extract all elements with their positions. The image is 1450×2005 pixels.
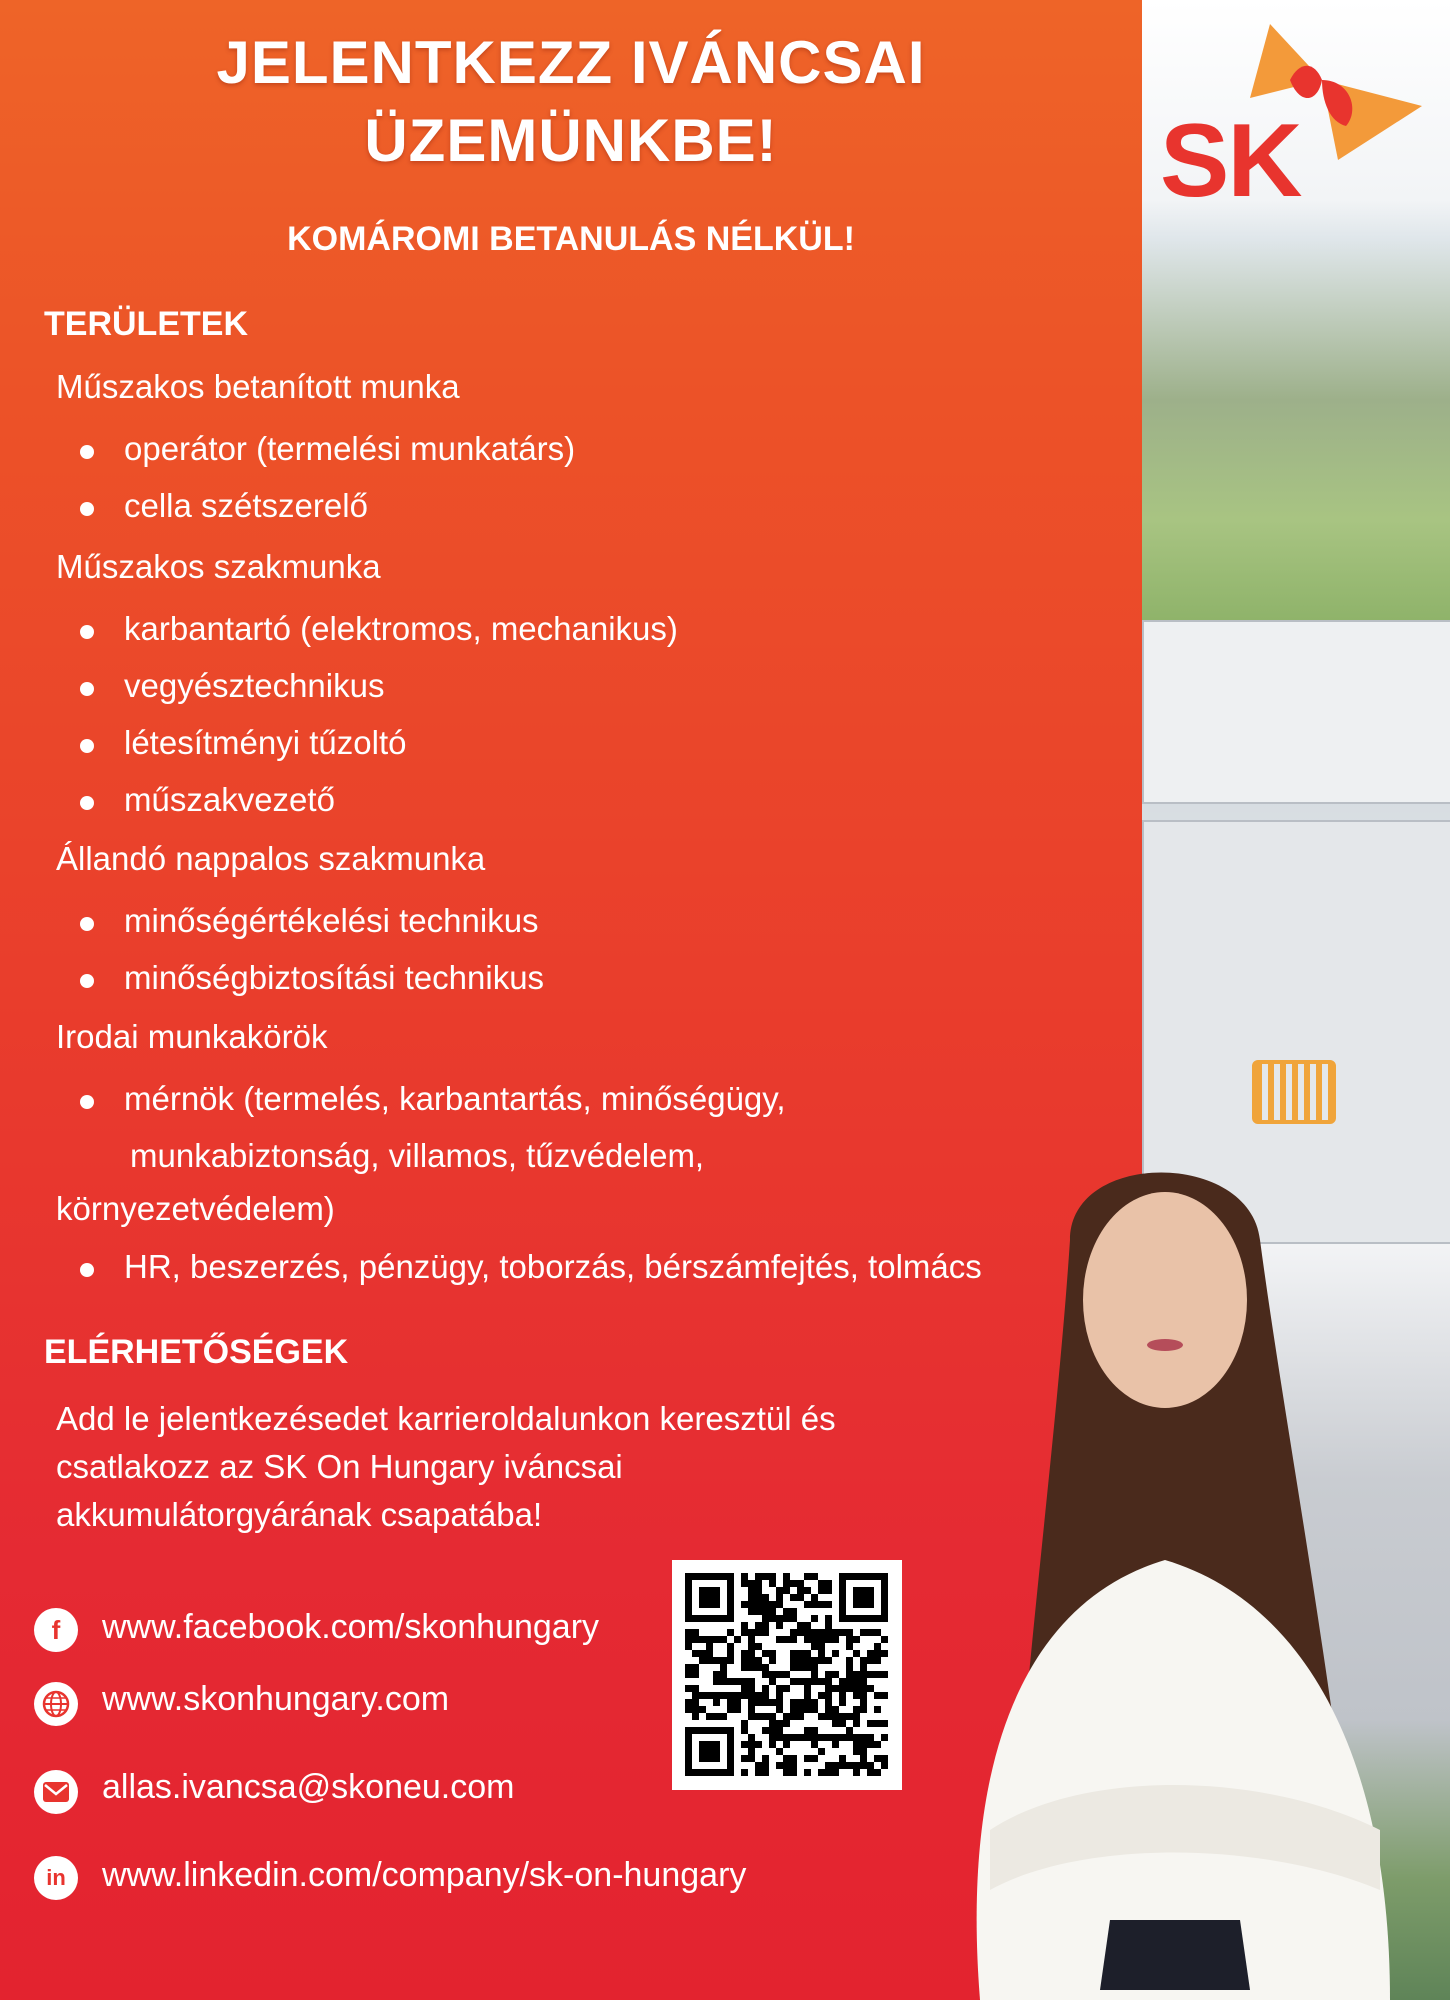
linkedin-link[interactable]: www.linkedin.com/company/sk-on-hungary: [102, 1856, 747, 1894]
title-line-2: ÜZEMÜNKBE!: [364, 107, 778, 174]
bullet: [80, 1095, 94, 1109]
email-link[interactable]: allas.ivancsa@skoneu.com: [102, 1768, 515, 1806]
contact-text: akkumulátorgyárának csapatába!: [56, 1496, 543, 1533]
bullet: [80, 682, 94, 696]
list-item: vegyésztechnikus: [124, 667, 385, 704]
contact-text: csatlakozz az SK On Hungary iváncsai: [56, 1448, 623, 1485]
list-item: műszakvezető: [124, 781, 335, 818]
list-item-continuation: környezetvédelem): [56, 1190, 335, 1227]
list-item: karbantartó (elektromos, mechanikus): [124, 610, 678, 647]
category-label: Állandó nappalos szakmunka: [56, 840, 486, 877]
contact-text: Add le jelentkezésedet karrieroldalunkon keresztül és: [56, 1400, 836, 1437]
bullet: [80, 739, 94, 753]
bullet: [80, 502, 94, 516]
bullet: [80, 974, 94, 988]
globe-icon[interactable]: [34, 1682, 78, 1726]
list-item: minőségértékelési technikus: [124, 902, 539, 939]
battery-icon: [1252, 1060, 1336, 1124]
facebook-icon[interactable]: f: [34, 1608, 78, 1652]
qr-code[interactable]: [672, 1560, 902, 1790]
list-item: operátor (termelési munkatárs): [124, 430, 576, 467]
bullet: [80, 445, 94, 459]
website-link[interactable]: www.skonhungary.com: [102, 1680, 450, 1718]
bullet: [80, 796, 94, 810]
list-item: minőségbiztosítási technikus: [124, 959, 545, 996]
list-item: létesítményi tűzoltó: [124, 724, 407, 761]
bullet: [80, 1263, 94, 1277]
list-item-continuation: munkabiztonság, villamos, tűzvédelem,: [130, 1137, 705, 1174]
sk-logo: [1150, 10, 1440, 220]
section-heading-contact: ELÉRHETŐSÉGEK: [44, 1333, 349, 1371]
category-label: Műszakos szakmunka: [56, 548, 381, 585]
list-item: cella szétszerelő: [124, 487, 368, 524]
bullet: [80, 917, 94, 931]
category-label: Műszakos betanított munka: [56, 368, 460, 405]
list-item: HR, beszerzés, pénzügy, toborzás, bérszámfejtés, tolmács: [124, 1248, 982, 1285]
sk-logo-text: SK: [1160, 103, 1301, 219]
linkedin-icon[interactable]: in: [34, 1856, 78, 1900]
recruiter-photo: [920, 1130, 1450, 2000]
title-line-1: JELENTKEZZ IVÁNCSAI: [216, 29, 926, 96]
envelope-icon[interactable]: [34, 1770, 78, 1814]
bullet: [80, 625, 94, 639]
subtitle: KOMÁROMI BETANULÁS NÉLKÜL!: [287, 220, 855, 258]
facebook-link[interactable]: www.facebook.com/skonhungary: [102, 1608, 600, 1646]
section-heading-areas: TERÜLETEK: [44, 305, 248, 343]
factory-building: [1142, 620, 1450, 804]
list-item: mérnök (termelés, karbantartás, minőségügy,: [124, 1080, 786, 1117]
category-label: Irodai munkakörök: [56, 1018, 328, 1055]
